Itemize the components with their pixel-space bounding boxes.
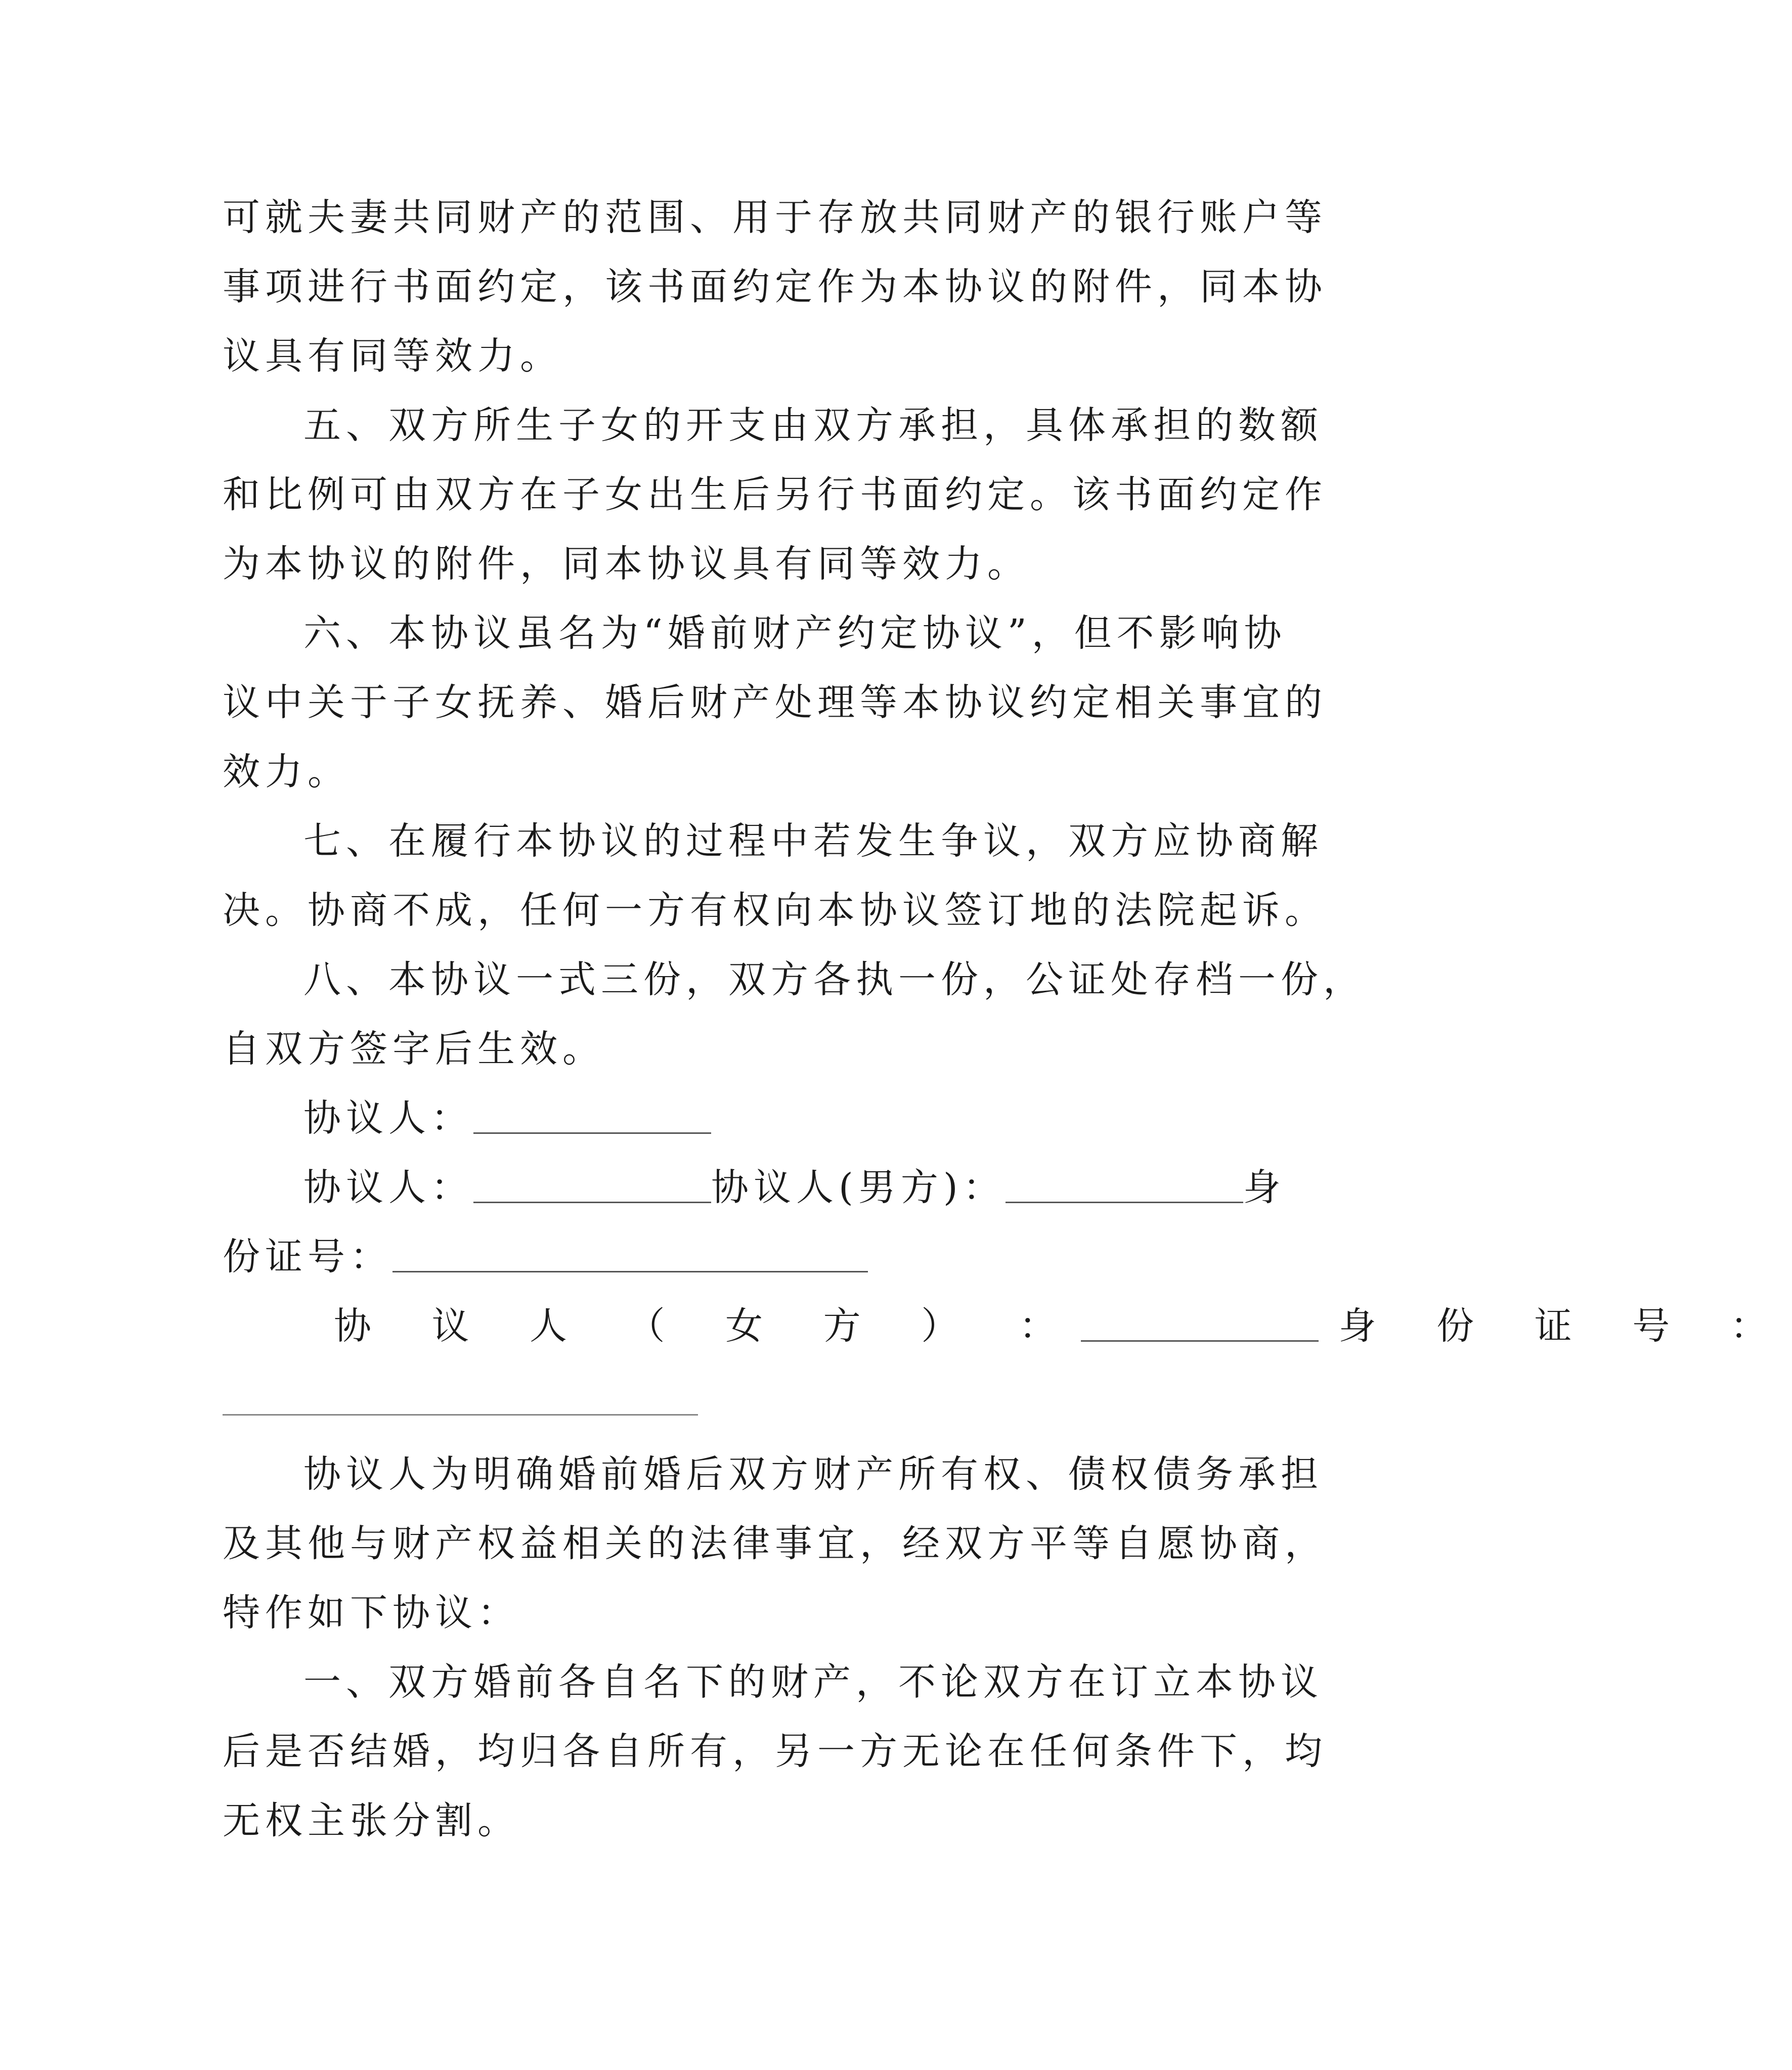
text-line: 特作如下协议： (223, 1591, 520, 1635)
text-line: 议具有同等效力。 (223, 334, 562, 378)
party-label: 协议人： (303, 1166, 473, 1209)
text-line: 七、在履行本协议的过程中若发生争议，双方应协商解 (303, 819, 1323, 863)
female-id-blank[interactable] (223, 1414, 698, 1416)
text-line: 事项进行书面约定，该书面约定作为本协议的附件，同本协 (223, 265, 1327, 309)
id-label-part: 份证号： (223, 1235, 392, 1279)
female-signature-line (334, 1298, 1792, 1354)
female-id-label: 身 份 证 号 ： (1338, 1304, 1792, 1348)
text-line: 决。协商不成，任何一方有权向本协议签订地的法院起诉。 (223, 889, 1327, 932)
signature-line-1 (303, 1090, 711, 1146)
male-signature-blank[interactable] (1006, 1171, 1243, 1203)
text-line: 八、本协议一式三份，双方各执一份，公证处存档一份， (303, 958, 1366, 1001)
text-line: 自双方签字后生效。 (223, 1027, 605, 1071)
id-number-line (223, 1229, 868, 1285)
party-label: 协议人： (303, 1096, 473, 1140)
signature-line-2 (303, 1160, 1286, 1215)
text-line: 六、本协议虽名为“婚前财产约定协议”，但不影响协 (303, 611, 1287, 655)
text-line: 及其他与财产权益相关的法律事宜，经双方平等自愿协商， (223, 1522, 1327, 1565)
text-line: 五、双方所生子女的开支由双方承担，具体承担的数额 (303, 404, 1323, 447)
text-line: 无权主张分割。 (223, 1799, 520, 1842)
text-line: 议中关于子女抚养、婚后财产处理等本协议约定相关事宜的 (223, 681, 1327, 724)
id-label-part: 身 (1243, 1166, 1286, 1209)
text-line: 一、双方婚前各自名下的财产，不论双方在订立本协议 (303, 1660, 1323, 1704)
female-party-label: 协 议 人 （ 女 方 ） ： (334, 1304, 1081, 1348)
male-id-blank[interactable] (392, 1241, 868, 1272)
text-line: 和比例可由双方在子女出生后另行书面约定。该书面约定作 (223, 473, 1327, 516)
text-line: 效力。 (223, 750, 350, 794)
female-signature-blank[interactable] (1081, 1310, 1319, 1342)
signature-blank[interactable] (473, 1102, 711, 1134)
signature-blank[interactable] (473, 1171, 711, 1203)
text-line: 为本协议的附件，同本协议具有同等效力。 (223, 542, 1030, 586)
male-party-label: 协议人(男方)： (711, 1166, 1006, 1209)
text-line: 协议人为明确婚前婚后双方财产所有权、债权债务承担 (303, 1452, 1323, 1496)
text-line: 可就夫妻共同财产的范围、用于存放共同财产的银行账户等 (223, 196, 1327, 239)
text-line: 后是否结婚，均归各自所有，另一方无论在任何条件下，均 (223, 1730, 1327, 1773)
